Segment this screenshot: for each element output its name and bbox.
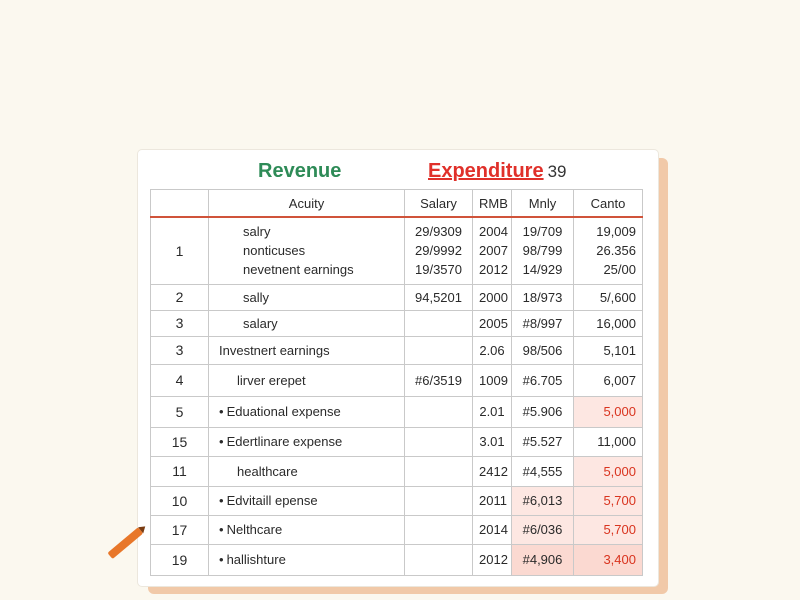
row-mnly: #5.906 xyxy=(512,396,574,427)
column-header-rmb: RMB xyxy=(473,190,512,218)
row-salary: 94,5201 xyxy=(405,284,473,310)
table-row xyxy=(151,217,643,284)
row-salary xyxy=(405,486,473,515)
revenue-heading: Revenue xyxy=(258,160,342,182)
row-salary xyxy=(405,396,473,427)
table-row xyxy=(151,310,643,336)
row-mnly: #8/997 xyxy=(512,310,574,336)
row-index: 10 xyxy=(151,486,209,515)
row-index: 19 xyxy=(151,544,209,575)
row-mnly: #6/036 xyxy=(512,515,574,544)
row-rmb: 2005 xyxy=(473,310,512,336)
row-salary: #6/3519 xyxy=(405,364,473,396)
row-mnly: 98/506 xyxy=(512,336,574,364)
table-row xyxy=(151,515,643,544)
row-description xyxy=(209,396,405,427)
table-row xyxy=(151,486,643,515)
row-canto: 3,400 xyxy=(574,544,643,575)
rmb-value: 2012 xyxy=(479,262,508,278)
row-salary xyxy=(405,336,473,364)
desc-line: salry xyxy=(243,224,271,240)
salary-value: 29/9992 xyxy=(415,243,462,259)
column-header-acuity: Acuity xyxy=(209,190,405,218)
header-row xyxy=(151,190,643,218)
mnly-value: 14/929 xyxy=(522,262,563,278)
row-salary xyxy=(405,456,473,486)
desc-line: healthcare xyxy=(237,463,298,479)
row-description xyxy=(209,364,405,396)
row-salary xyxy=(405,217,473,284)
salary-value: 19/3570 xyxy=(415,262,462,278)
desc-line: • hallishture xyxy=(219,552,286,567)
ledger-table xyxy=(150,189,643,576)
canto-value: 19,009 xyxy=(596,224,636,240)
row-description xyxy=(209,310,405,336)
row-rmb: 2014 xyxy=(473,515,512,544)
table-row xyxy=(151,427,643,456)
row-rmb: 2000 xyxy=(473,284,512,310)
row-mnly: 18/973 xyxy=(512,284,574,310)
row-index: 17 xyxy=(151,515,209,544)
desc-line: • Edvitaill epense xyxy=(219,493,318,508)
row-index: 4 xyxy=(151,364,209,396)
column-header-canto: Canto xyxy=(574,190,643,218)
row-rmb: 2.01 xyxy=(473,396,512,427)
desc-line: nonticuses xyxy=(243,243,306,259)
row-mnly xyxy=(512,217,574,284)
row-index: 3 xyxy=(151,336,209,364)
row-index: 15 xyxy=(151,427,209,456)
row-canto: 5,700 xyxy=(574,486,643,515)
table-row xyxy=(151,364,643,396)
row-description xyxy=(209,544,405,575)
row-description xyxy=(209,284,405,310)
index-header xyxy=(151,190,209,218)
row-mnly: #4,906 xyxy=(512,544,574,575)
row-mnly: #4,555 xyxy=(512,456,574,486)
row-canto: 11,000 xyxy=(574,427,643,456)
row-description xyxy=(209,515,405,544)
row-description xyxy=(209,217,405,284)
row-mnly: #6,013 xyxy=(512,486,574,515)
row-salary xyxy=(405,515,473,544)
row-canto: 6,007 xyxy=(574,364,643,396)
expenditure-heading xyxy=(428,160,567,183)
row-rmb xyxy=(473,217,512,284)
row-rmb: 2011 xyxy=(473,486,512,515)
row-description: Investnert earnings xyxy=(209,336,405,364)
table-row xyxy=(151,396,643,427)
row-rmb: 3.01 xyxy=(473,427,512,456)
column-header-mnly: Mnly xyxy=(512,190,574,218)
row-canto: 5,000 xyxy=(574,396,643,427)
row-index: 11 xyxy=(151,456,209,486)
row-description xyxy=(209,486,405,515)
desc-line: lirver erepet xyxy=(237,372,306,388)
table-row xyxy=(151,336,643,364)
row-rmb: 2412 xyxy=(473,456,512,486)
row-canto: 16,000 xyxy=(574,310,643,336)
row-rmb: 2012 xyxy=(473,544,512,575)
row-salary xyxy=(405,310,473,336)
row-salary xyxy=(405,544,473,575)
desc-line: • Nelthcare xyxy=(219,522,282,537)
row-index: 5 xyxy=(151,396,209,427)
row-canto: 5,101 xyxy=(574,336,643,364)
row-index: 2 xyxy=(151,284,209,310)
salary-value: 29/9309 xyxy=(415,224,462,240)
rmb-value: 2004 xyxy=(479,224,508,240)
row-mnly: #6.705 xyxy=(512,364,574,396)
desc-line: • Eduational expense xyxy=(219,404,341,419)
row-salary xyxy=(405,427,473,456)
canto-value: 25/00 xyxy=(603,262,636,278)
row-rmb: 2.06 xyxy=(473,336,512,364)
row-description xyxy=(209,456,405,486)
expenditure-heading-label: Expenditure xyxy=(428,160,544,182)
row-canto: 5,000 xyxy=(574,456,643,486)
expenditure-heading-suffix: 39 xyxy=(547,162,567,181)
rmb-value: 2007 xyxy=(479,243,508,259)
column-header-salary: Salary xyxy=(405,190,473,218)
table-row xyxy=(151,456,643,486)
desc-line: nevetnent earnings xyxy=(243,262,354,278)
row-index: 3 xyxy=(151,310,209,336)
table-row xyxy=(151,284,643,310)
row-description xyxy=(209,427,405,456)
mnly-value: 19/709 xyxy=(522,224,563,240)
row-canto xyxy=(574,217,643,284)
row-rmb: 1009 xyxy=(473,364,512,396)
canto-value: 26.356 xyxy=(596,243,636,259)
row-index: 1 xyxy=(151,217,209,284)
row-canto: 5/,600 xyxy=(574,284,643,310)
table-row xyxy=(151,544,643,575)
desc-line: • Edertlinare expense xyxy=(219,434,342,449)
row-mnly: #5.527 xyxy=(512,427,574,456)
row-canto: 5,700 xyxy=(574,515,643,544)
desc-line: sally xyxy=(243,289,270,305)
desc-line: salary xyxy=(243,315,278,331)
mnly-value: 98/799 xyxy=(522,243,563,259)
